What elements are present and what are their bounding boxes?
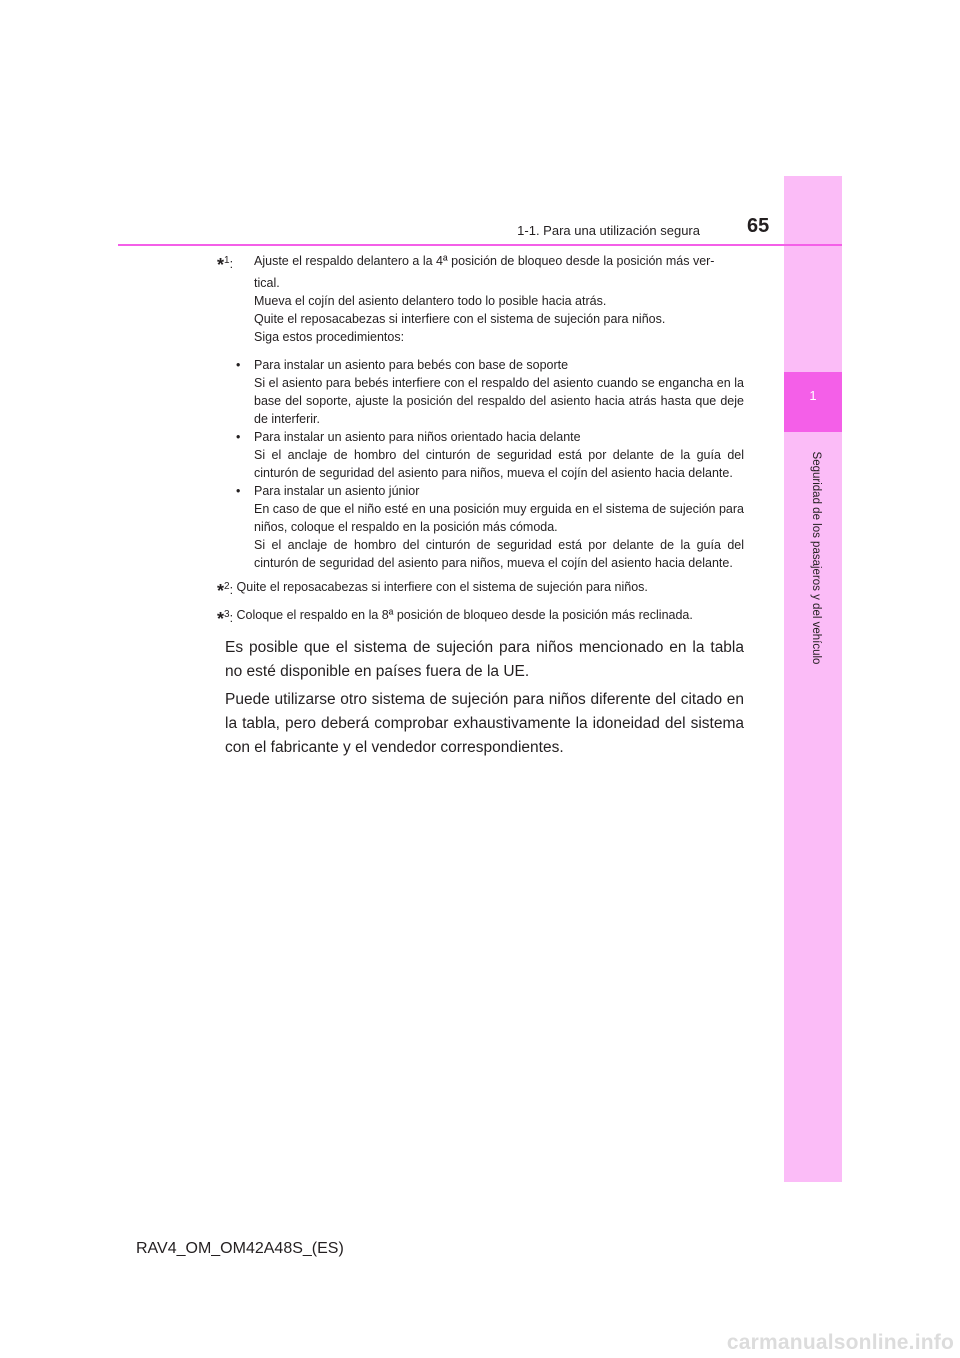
- list-item: [236, 428, 744, 482]
- chapter-title: Seguridad de los pasajeros y del vehículo: [810, 451, 822, 665]
- document-code: RAV4_OM_OM42A48S_(ES): [136, 1240, 344, 1257]
- list-item-title: Para instalar un asiento para niños orientado hacia delante: [254, 430, 581, 444]
- footnote-2: [217, 578, 744, 600]
- chapter-number: 1: [809, 388, 817, 403]
- list-item-title: Para instalar un asiento júnior: [254, 484, 420, 498]
- footnote-marker: *$^1$:: [217, 255, 234, 275]
- chapter-sidebar: [784, 176, 842, 1182]
- footnote-line: Quite el reposacabezas si interfiere con el sistema de sujeción para niños.: [254, 312, 666, 326]
- footnote-line: tical.: [254, 276, 280, 290]
- list-item: [236, 482, 744, 572]
- bullet-icon: •: [236, 430, 241, 444]
- footnote-3: [217, 606, 744, 628]
- watermark: carmanualsonline.info: [726, 1331, 954, 1354]
- list-item: [236, 356, 744, 428]
- footnote-line: Siga estos procedimientos:: [254, 330, 405, 344]
- footnote-marker: *$^3$:: [217, 609, 237, 629]
- footnote-text: Coloque el respaldo en la 8ª posición de bloqueo desde la posición más reclinada.: [236, 608, 693, 622]
- page-number: 65: [747, 215, 770, 237]
- footnote-line: Mueva el cojín del asiento delantero todo lo posible hacia atrás.: [254, 294, 607, 308]
- footnote-1: [217, 252, 744, 572]
- footnote-marker: *$^2$:: [217, 581, 237, 601]
- bullet-icon: •: [236, 358, 241, 372]
- list-item-text: Si el anclaje de hombro del cinturón de seguridad está por delante de la guía del cinturón de seguridad del asiento para niños, mueva el cojín del asiento hacia delante.: [254, 538, 744, 570]
- section-title: 1-1. Para una utilización segura: [517, 223, 700, 238]
- list-item-text: En caso de que el niño esté en una posición muy erguida en el sistema de sujeción para niños, coloque el respaldo en la posición más cómoda.: [254, 502, 744, 534]
- body-paragraph: Es posible que el sistema de sujeción para niños mencionado en la tabla no esté disponible en países fuera de la UE.: [225, 639, 744, 680]
- page-content: [217, 252, 744, 760]
- list-item-text: Si el anclaje de hombro del cinturón de seguridad está por delante de la guía del cinturón de seguridad del asiento para niños, mueva el cojín del asiento hacia delante.: [254, 448, 744, 480]
- procedure-list: [217, 356, 744, 572]
- list-item-text: Si el asiento para bebés interfiere con el respaldo del asiento cuando se engancha en la base del soporte, ajuste la posición del respaldo del asiento hacia atrás hasta que deje de interferir.: [254, 376, 744, 426]
- footnote-text: Quite el reposacabezas si interfiere con el sistema de sujeción para niños.: [236, 580, 648, 594]
- list-item-title: Para instalar un asiento para bebés con base de soporte: [254, 358, 569, 372]
- body-paragraph: Puede utilizarse otro sistema de sujeción para niños diferente del citado en la tabla, pero deberá comprobar exhaustivamente la idoneidad del sistema con el fabricante y el vendedor correspondientes.: [225, 691, 744, 756]
- bullet-icon: •: [236, 484, 241, 498]
- header-rule: [118, 244, 842, 246]
- footnote-line: Ajuste el respaldo delantero a la 4ª posición de bloqueo desde la posición más ver-: [254, 254, 715, 268]
